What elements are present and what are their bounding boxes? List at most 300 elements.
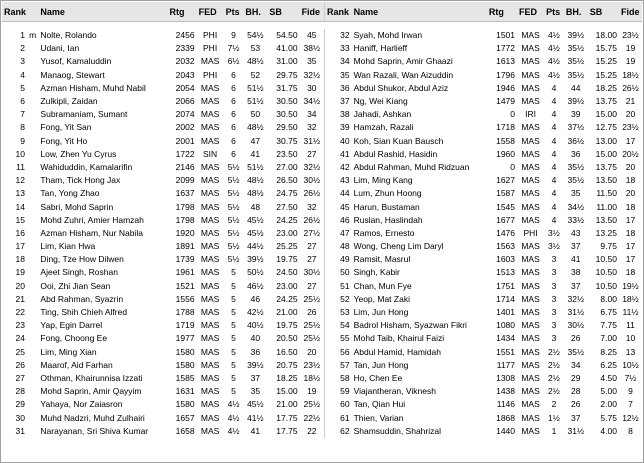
rating-cell: 1798 bbox=[175, 201, 195, 212]
federation-cell-right: MAS bbox=[521, 43, 540, 54]
rank-cell: 8 bbox=[20, 122, 25, 133]
title-cell bbox=[27, 280, 38, 293]
fide-tiebreak-cell-right: 20 bbox=[625, 188, 636, 199]
pts-header[interactable]: Pts bbox=[224, 2, 244, 22]
rank-cell: 13 bbox=[15, 188, 25, 199]
rating-cell-right: 1960 bbox=[496, 148, 516, 159]
points-cell: 5 bbox=[231, 346, 236, 357]
title-cell bbox=[27, 148, 38, 161]
federation-cell-right: MAS bbox=[521, 30, 540, 41]
fide-tiebreak-cell: 26½ bbox=[303, 188, 321, 199]
player-name-right: Viajantheran, Viknesh bbox=[353, 386, 436, 397]
title-cell bbox=[27, 135, 38, 148]
player-name: Lim, Kian Hwa bbox=[40, 241, 96, 252]
fide-tiebreak-cell-right: 20½ bbox=[622, 148, 639, 159]
federation-cell: MAS bbox=[200, 307, 220, 318]
buchholz-cell: 40½ bbox=[247, 320, 264, 331]
points-cell-right: 2 bbox=[551, 399, 557, 410]
title-cell bbox=[27, 121, 38, 134]
player-name-right: Jahadi, Ashkan bbox=[353, 109, 412, 120]
fed-header-right[interactable]: FED bbox=[517, 2, 544, 22]
table-row[interactable] bbox=[2, 187, 642, 200]
rating-cell: 1961 bbox=[175, 267, 195, 278]
fide-tiebreak-cell: 32½ bbox=[303, 161, 321, 172]
buchholz-cell-right: 35½ bbox=[567, 56, 585, 67]
buchholz-cell: 47 bbox=[250, 135, 261, 146]
table-row[interactable] bbox=[2, 227, 642, 240]
title-cell bbox=[27, 200, 38, 213]
player-name-right: Shamsuddin, Shahrizal bbox=[353, 425, 441, 436]
title-cell bbox=[27, 372, 38, 385]
table-row[interactable] bbox=[2, 135, 642, 148]
rtg-header[interactable]: Rtg bbox=[167, 2, 196, 22]
rating-cell-right: 1718 bbox=[496, 122, 516, 133]
rank-cell-right: 46 bbox=[325, 214, 352, 227]
rating-cell: 1739 bbox=[175, 254, 195, 265]
fed-header[interactable]: FED bbox=[197, 2, 224, 22]
sonneborn-berger-cell-right: 5.00 bbox=[600, 386, 617, 397]
points-cell-right: 4 bbox=[551, 109, 557, 120]
title-cell bbox=[27, 332, 38, 345]
rank-cell: 2 bbox=[20, 43, 25, 54]
fide-tiebreak-cell: 27 bbox=[307, 254, 317, 265]
rank-cell: 9 bbox=[20, 135, 25, 146]
federation-cell-right: MAS bbox=[521, 201, 540, 212]
rating-cell-right: 0 bbox=[510, 109, 516, 120]
federation-cell: SIN bbox=[203, 148, 218, 159]
points-cell-right: 4 bbox=[551, 82, 557, 93]
federation-cell: MAS bbox=[200, 122, 220, 133]
title-cell bbox=[27, 253, 38, 266]
table-row[interactable] bbox=[2, 108, 642, 121]
sonneborn-berger-cell-right: 12.75 bbox=[595, 122, 617, 133]
rating-cell-right: 1479 bbox=[496, 96, 516, 107]
buchholz-cell-right: 30½ bbox=[567, 320, 585, 331]
title-cell bbox=[27, 108, 38, 121]
fide-tiebreak-cell-right: 17 bbox=[625, 254, 636, 265]
buchholz-cell: 46½ bbox=[247, 280, 264, 291]
buchholz-cell: 53 bbox=[250, 43, 261, 54]
table-row[interactable] bbox=[2, 29, 642, 42]
federation-cell-right: MAS bbox=[521, 412, 540, 423]
table-row[interactable] bbox=[2, 95, 642, 108]
player-name-right: Hamzah, Razali bbox=[353, 122, 414, 133]
fide-header[interactable]: Fide bbox=[300, 2, 325, 22]
rank-cell-right: 32 bbox=[325, 29, 352, 42]
table-row[interactable] bbox=[2, 398, 642, 411]
federation-cell: MAS bbox=[200, 227, 220, 238]
sonneborn-berger-cell: 21.00 bbox=[276, 399, 298, 410]
fide-tiebreak-cell-right: 7½ bbox=[624, 372, 637, 383]
federation-cell-right: MAS bbox=[521, 241, 540, 252]
buchholz-cell-right: 39½ bbox=[567, 96, 585, 107]
fide-tiebreak-cell-right: 18 bbox=[625, 267, 636, 278]
player-name-right: Ramos, Ernesto bbox=[353, 227, 415, 238]
fide-tiebreak-cell: 25½ bbox=[303, 293, 321, 304]
buchholz-cell: 46 bbox=[250, 293, 261, 304]
sonneborn-berger-cell-right: 8.25 bbox=[600, 346, 617, 357]
buchholz-cell: 45½ bbox=[247, 399, 264, 410]
sonneborn-berger-cell-right: 13.25 bbox=[595, 227, 617, 238]
bh-header[interactable]: BH. bbox=[243, 2, 267, 22]
sonneborn-berger-cell: 24.25 bbox=[276, 214, 298, 225]
table-row[interactable] bbox=[2, 148, 642, 161]
table-row[interactable] bbox=[2, 346, 642, 359]
fide-tiebreak-cell: 27 bbox=[307, 241, 317, 252]
table-row[interactable] bbox=[2, 280, 642, 293]
player-name-right: Ramsit, Masrul bbox=[353, 254, 411, 265]
player-name-right: Abdul Shukor, Abdul Aziz bbox=[353, 82, 449, 93]
rating-cell-right: 1714 bbox=[496, 293, 516, 304]
rating-cell-right: 1501 bbox=[496, 30, 516, 41]
points-cell-right: 4 bbox=[551, 214, 557, 225]
points-cell: 5 bbox=[231, 386, 236, 397]
rank-cell: 11 bbox=[16, 161, 25, 172]
points-cell: 6 bbox=[231, 122, 236, 133]
points-cell-right: 1 bbox=[551, 425, 557, 436]
player-name: Ajeet Singh, Roshan bbox=[40, 267, 118, 278]
title-cell bbox=[27, 346, 38, 359]
rank-cell-right: 44 bbox=[325, 187, 352, 200]
points-cell-right: 1½ bbox=[548, 412, 560, 423]
sb-header[interactable]: SB bbox=[267, 2, 299, 22]
sonneborn-berger-cell: 29.75 bbox=[276, 69, 298, 80]
table-row[interactable] bbox=[2, 266, 642, 279]
rank-cell-right: 37 bbox=[325, 95, 352, 108]
name-header-right[interactable]: Name bbox=[352, 2, 487, 22]
table-row[interactable] bbox=[2, 42, 642, 55]
player-name: Ding, Tze How Dilwen bbox=[40, 254, 124, 265]
table-row[interactable] bbox=[2, 161, 642, 174]
rating-cell: 1556 bbox=[175, 293, 195, 304]
federation-cell-right: MAS bbox=[521, 254, 540, 265]
sonneborn-berger-cell-right: 15.75 bbox=[595, 43, 617, 54]
buchholz-cell: 48½ bbox=[247, 56, 264, 67]
points-cell-right: 4 bbox=[551, 175, 557, 186]
title-cell bbox=[27, 55, 38, 68]
sonneborn-berger-cell: 31.00 bbox=[276, 56, 298, 67]
points-cell: 5 bbox=[231, 320, 236, 331]
rating-cell: 2001 bbox=[175, 135, 195, 146]
buchholz-cell: 48½ bbox=[247, 188, 264, 199]
rating-cell: 2054 bbox=[175, 82, 195, 93]
rating-cell-right: 1946 bbox=[496, 82, 516, 93]
buchholz-cell-right: 43 bbox=[571, 227, 581, 238]
sonneborn-berger-cell: 26.50 bbox=[276, 175, 298, 186]
buchholz-cell-right: 35½ bbox=[567, 346, 585, 357]
player-name: Sabri, Mohd Saprin bbox=[40, 201, 114, 212]
table-row[interactable] bbox=[2, 200, 642, 213]
player-name: Fong, Yit San bbox=[40, 122, 92, 133]
federation-cell: PHI bbox=[203, 69, 218, 80]
federation-cell-right: MAS bbox=[521, 307, 540, 318]
rank-cell: 4 bbox=[20, 69, 25, 80]
buchholz-cell-right: 44 bbox=[571, 82, 581, 93]
sonneborn-berger-cell-right: 13.50 bbox=[595, 214, 617, 225]
table-row[interactable] bbox=[2, 214, 642, 227]
rank-cell-right: 52 bbox=[325, 293, 352, 306]
buchholz-cell-right: 28 bbox=[571, 386, 581, 397]
buchholz-cell: 50½ bbox=[247, 267, 264, 278]
sonneborn-berger-cell-right: 10.50 bbox=[595, 267, 617, 278]
points-cell-right: 4 bbox=[551, 161, 557, 172]
sonneborn-berger-cell: 31.75 bbox=[276, 82, 298, 93]
buchholz-cell-right: 41 bbox=[571, 254, 581, 265]
title-cell bbox=[27, 174, 38, 187]
rank-cell-right: 34 bbox=[325, 55, 352, 68]
federation-cell-right: MAS bbox=[521, 96, 540, 107]
fide-tiebreak-cell-right: 11½ bbox=[622, 307, 639, 318]
federation-cell-right: MAS bbox=[521, 148, 540, 159]
sonneborn-berger-cell: 23.00 bbox=[276, 280, 298, 291]
fide-tiebreak-cell: 32 bbox=[307, 122, 317, 133]
rating-cell-right: 1476 bbox=[496, 227, 516, 238]
table-row[interactable] bbox=[2, 293, 642, 306]
rating-cell: 1722 bbox=[175, 148, 195, 159]
rating-cell-right: 1308 bbox=[496, 372, 516, 383]
player-name: Fong, Choong Ee bbox=[40, 333, 108, 344]
federation-cell: PHI bbox=[203, 43, 218, 54]
rank-header-right[interactable]: Rank bbox=[325, 2, 352, 22]
buchholz-cell: 45½ bbox=[247, 227, 264, 238]
fide-tiebreak-cell: 38½ bbox=[303, 43, 321, 54]
points-cell-right: 3 bbox=[551, 320, 557, 331]
points-cell: 5½ bbox=[227, 188, 240, 199]
player-name: Zulkipli, Zaidan bbox=[40, 96, 98, 107]
player-name-right: Tan, Jun Hong bbox=[353, 359, 409, 370]
federation-cell: MAS bbox=[200, 188, 220, 199]
fide-tiebreak-cell-right: 11 bbox=[626, 320, 635, 331]
rank-cell-right: 41 bbox=[325, 148, 352, 161]
rank-cell-right: 47 bbox=[325, 227, 352, 240]
fide-tiebreak-cell: 30½ bbox=[303, 267, 321, 278]
buchholz-cell: 36 bbox=[250, 346, 261, 357]
buchholz-cell: 51½ bbox=[247, 82, 264, 93]
table-row[interactable] bbox=[2, 425, 642, 438]
points-cell: 5 bbox=[231, 359, 236, 370]
points-cell: 5 bbox=[231, 333, 236, 344]
rank-cell: 26 bbox=[15, 359, 25, 370]
rank-cell: 29 bbox=[15, 399, 25, 410]
rating-cell-right: 1796 bbox=[496, 69, 516, 80]
rating-cell: 1920 bbox=[175, 227, 195, 238]
federation-cell: MAS bbox=[200, 135, 220, 146]
bh-header-right[interactable]: BH. bbox=[564, 2, 588, 22]
rating-cell: 2074 bbox=[175, 109, 195, 120]
table-row[interactable] bbox=[2, 385, 642, 398]
fide-tiebreak-cell-right: 8 bbox=[628, 425, 633, 436]
rank-cell-right: 57 bbox=[325, 359, 352, 372]
sonneborn-berger-cell: 27.00 bbox=[276, 161, 298, 172]
player-name: Azman Hisham, Nur Nabila bbox=[40, 227, 143, 238]
fide-tiebreak-cell-right: 23½ bbox=[622, 122, 639, 133]
fide-tiebreak-cell: 25½ bbox=[303, 320, 321, 331]
rating-cell: 1719 bbox=[175, 320, 195, 331]
federation-cell: MAS bbox=[200, 214, 220, 225]
rank-header[interactable]: Rank bbox=[2, 2, 38, 22]
federation-cell-right: MAS bbox=[521, 122, 540, 133]
table-row[interactable] bbox=[2, 411, 642, 424]
table-row[interactable] bbox=[2, 306, 642, 319]
points-cell-right: 2½ bbox=[548, 346, 560, 357]
title-cell bbox=[27, 82, 38, 95]
buchholz-cell-right: 37½ bbox=[567, 122, 585, 133]
fide-tiebreak-cell: 45 bbox=[307, 30, 317, 41]
table-row[interactable] bbox=[2, 121, 642, 134]
rank-cell-right: 56 bbox=[325, 346, 352, 359]
rating-cell: 1798 bbox=[175, 214, 195, 225]
federation-cell-right: MAS bbox=[521, 280, 540, 291]
fide-tiebreak-cell-right: 17 bbox=[625, 214, 636, 225]
points-cell: 6 bbox=[231, 69, 236, 80]
fide-tiebreak-cell: 35 bbox=[307, 56, 317, 67]
sonneborn-berger-cell: 17.75 bbox=[276, 425, 298, 436]
rating-cell-right: 1627 bbox=[496, 175, 516, 186]
rating-cell: 1788 bbox=[175, 307, 195, 318]
points-cell-right: 3½ bbox=[548, 227, 560, 238]
buchholz-cell: 37 bbox=[250, 372, 261, 383]
points-cell-right: 3 bbox=[551, 280, 557, 291]
rating-cell-right: 1080 bbox=[496, 320, 516, 331]
player-name: Fong, Yit Ho bbox=[40, 135, 88, 146]
rank-cell: 21 bbox=[15, 293, 25, 304]
points-cell: 6 bbox=[231, 96, 236, 107]
table-row[interactable] bbox=[2, 359, 642, 372]
sonneborn-berger-cell: 23.50 bbox=[276, 148, 298, 159]
buchholz-cell-right: 26 bbox=[571, 333, 581, 344]
points-cell: 5½ bbox=[227, 241, 240, 252]
buchholz-cell: 51½ bbox=[247, 161, 264, 172]
fide-tiebreak-cell-right: 18½ bbox=[622, 293, 639, 304]
points-cell: 6 bbox=[231, 148, 236, 159]
rank-cell-right: 59 bbox=[325, 385, 352, 398]
rtg-header-right[interactable]: Rtg bbox=[487, 2, 517, 22]
table-row[interactable] bbox=[2, 253, 642, 266]
table-row[interactable] bbox=[2, 240, 642, 253]
buchholz-cell-right: 32½ bbox=[567, 293, 585, 304]
sonneborn-berger-cell: 24.50 bbox=[276, 267, 298, 278]
pts-header-right[interactable]: Pts bbox=[544, 2, 564, 22]
rating-cell: 1637 bbox=[175, 188, 195, 199]
buchholz-cell: 41 bbox=[250, 148, 261, 159]
buchholz-cell-right: 36½ bbox=[567, 135, 585, 146]
name-header[interactable]: Name bbox=[38, 2, 167, 22]
player-name-right: Abdul Hamid, Hamidah bbox=[353, 346, 441, 357]
fide-tiebreak-cell: 18½ bbox=[303, 372, 321, 383]
buchholz-cell-right: 29 bbox=[571, 372, 581, 383]
rating-cell: 1585 bbox=[175, 372, 195, 383]
rank-cell: 7 bbox=[20, 109, 25, 120]
player-name: Udani, Ian bbox=[40, 43, 80, 54]
player-name: Azman Hisham, Muhd Nabil bbox=[40, 82, 146, 93]
table-row[interactable] bbox=[2, 174, 642, 187]
table-row[interactable] bbox=[2, 319, 642, 332]
fide-tiebreak-cell-right: 21 bbox=[625, 96, 636, 107]
federation-cell-right: MAS bbox=[521, 372, 540, 383]
title-cell bbox=[27, 411, 38, 424]
sonneborn-berger-cell: 29.50 bbox=[276, 122, 298, 133]
rating-cell: 2146 bbox=[175, 161, 195, 172]
points-cell: 6 bbox=[231, 135, 236, 146]
points-cell-right: 2½ bbox=[548, 359, 560, 370]
points-cell: 5 bbox=[231, 267, 236, 278]
player-name: Maarof, Aid Farhan bbox=[40, 359, 113, 370]
rank-cell: 12 bbox=[15, 175, 25, 186]
buchholz-cell: 42½ bbox=[247, 307, 264, 318]
player-name: Nolte, Rolando bbox=[40, 30, 97, 41]
rank-cell-right: 50 bbox=[325, 266, 352, 279]
points-cell: 5½ bbox=[227, 201, 240, 212]
points-cell: 5½ bbox=[227, 214, 240, 225]
sonneborn-berger-cell-right: 11.00 bbox=[596, 201, 617, 212]
table-row[interactable] bbox=[2, 55, 642, 68]
fide-tiebreak-cell: 20 bbox=[307, 346, 317, 357]
rating-cell: 1580 bbox=[175, 399, 195, 410]
rank-cell: 18 bbox=[15, 254, 25, 265]
fide-tiebreak-cell-right: 18 bbox=[625, 175, 636, 186]
sonneborn-berger-cell-right: 18.00 bbox=[595, 30, 617, 41]
table-row[interactable] bbox=[2, 332, 642, 345]
federation-cell: MAS bbox=[200, 372, 220, 383]
player-name: Tham, Tick Hong Jax bbox=[40, 175, 121, 186]
federation-cell-right: MAS bbox=[521, 82, 540, 93]
federation-cell: MAS bbox=[200, 109, 220, 120]
fide-tiebreak-cell: 25½ bbox=[303, 399, 321, 410]
fide-tiebreak-cell: 32½ bbox=[303, 69, 321, 80]
player-name-right: Lim, Ming Kang bbox=[353, 175, 413, 186]
fide-tiebreak-cell-right: 17 bbox=[625, 241, 636, 252]
fide-tiebreak-cell-right: 18 bbox=[625, 201, 636, 212]
fide-tiebreak-cell: 26 bbox=[307, 307, 317, 318]
rank-cell-right: 61 bbox=[325, 411, 352, 424]
rating-cell-right: 1438 bbox=[496, 386, 516, 397]
buchholz-cell-right: 37 bbox=[571, 280, 581, 291]
player-name: Ting, Shih Chieh Alfred bbox=[40, 307, 128, 318]
player-name: Lim, Ming Xian bbox=[40, 346, 97, 357]
player-name: Muhd Nadzri, Muhd Zulhairi bbox=[40, 412, 145, 423]
buchholz-cell-right: 35½ bbox=[567, 43, 585, 54]
sonneborn-berger-cell: 24.25 bbox=[276, 293, 298, 304]
rank-cell: 6 bbox=[20, 96, 25, 107]
points-cell-right: 4 bbox=[551, 122, 557, 133]
rank-cell: 20 bbox=[15, 280, 25, 291]
buchholz-cell-right: 37 bbox=[571, 412, 581, 423]
fide-header-right[interactable]: Fide bbox=[619, 2, 642, 22]
player-name-right: Lim, Jun Hong bbox=[353, 307, 409, 318]
sb-header-right[interactable]: SB bbox=[588, 2, 619, 22]
table-row[interactable] bbox=[2, 372, 642, 385]
sonneborn-berger-cell-right: 6.75 bbox=[600, 307, 617, 318]
table-row[interactable] bbox=[2, 82, 642, 95]
player-name-right: Wong, Cheng Lim Daryl bbox=[353, 241, 444, 252]
buchholz-cell-right: 26 bbox=[571, 399, 581, 410]
rank-cell: 16 bbox=[15, 227, 25, 238]
rating-cell: 2456 bbox=[175, 30, 195, 41]
buchholz-cell: 54½ bbox=[247, 30, 264, 41]
sonneborn-berger-cell: 20.75 bbox=[276, 359, 298, 370]
federation-cell-right: MAS bbox=[521, 333, 540, 344]
sonneborn-berger-cell-right: 4.50 bbox=[600, 372, 617, 383]
rating-cell-right: 1401 bbox=[496, 307, 516, 318]
table-row[interactable] bbox=[2, 69, 642, 82]
sonneborn-berger-cell-right: 11.50 bbox=[596, 188, 617, 199]
points-cell: 5½ bbox=[227, 254, 240, 265]
sonneborn-berger-cell: 27.50 bbox=[276, 201, 298, 212]
sonneborn-berger-cell: 24.75 bbox=[276, 188, 298, 199]
buchholz-cell-right: 38 bbox=[571, 267, 581, 278]
rank-cell: 31 bbox=[15, 425, 25, 436]
federation-cell: MAS bbox=[200, 280, 220, 291]
